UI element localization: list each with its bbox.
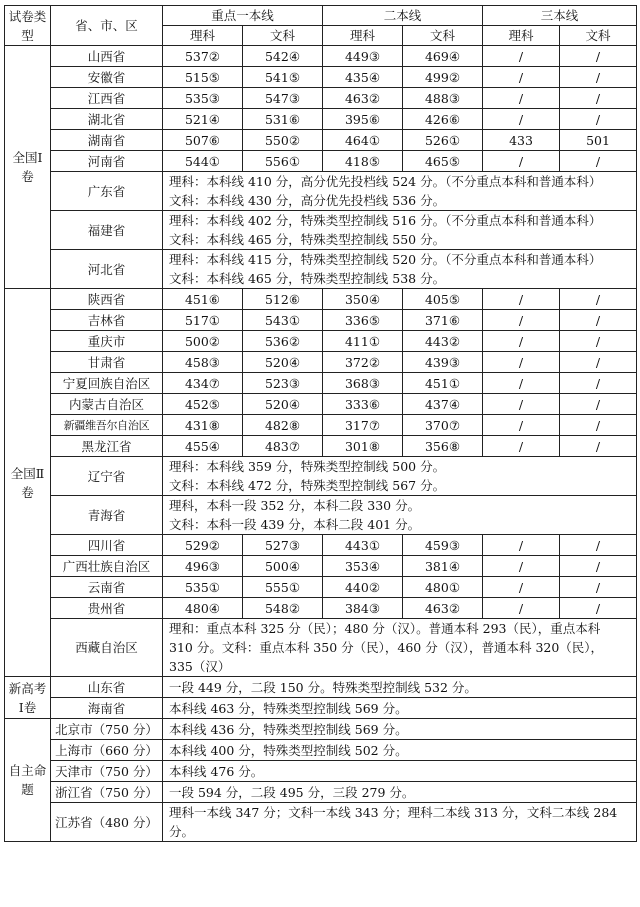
score-cell: 395⑥: [323, 109, 403, 130]
score-cell: 439③: [403, 352, 483, 373]
header-lib: 文科: [560, 26, 637, 46]
region-cell: 陕西省: [51, 289, 163, 310]
region-cell: 河北省: [51, 250, 163, 289]
table-row: [5, 577, 637, 598]
region-cell: 广东省: [51, 172, 163, 211]
header-sci: 理科: [163, 26, 243, 46]
score-cell: 435④: [323, 67, 403, 88]
score-cell: 463②: [323, 88, 403, 109]
score-cell: 529②: [163, 535, 243, 556]
header-tier2: 二本线: [323, 6, 483, 26]
score-cell: /: [560, 151, 637, 172]
region-cell: 内蒙古自治区: [51, 394, 163, 415]
table-row: [5, 677, 637, 698]
score-cell: 370⑦: [403, 415, 483, 436]
note-cell: 本科线 436 分，特殊类型控制线 569 分。: [163, 719, 637, 740]
score-cell: 350④: [323, 289, 403, 310]
table-row: [5, 740, 637, 761]
score-cell: 499②: [403, 67, 483, 88]
score-cell: /: [560, 394, 637, 415]
table-row: [5, 88, 637, 109]
region-cell: 西藏自治区: [51, 619, 163, 677]
score-cell: 469④: [403, 46, 483, 67]
score-cell: /: [483, 415, 560, 436]
score-cell: 464①: [323, 130, 403, 151]
table-row: [5, 331, 637, 352]
score-cell: 368③: [323, 373, 403, 394]
region-cell: 宁夏回族自治区: [51, 373, 163, 394]
score-line-table: [4, 5, 637, 842]
region-cell: 四川省: [51, 535, 163, 556]
score-cell: 480①: [403, 577, 483, 598]
score-cell: 405⑤: [403, 289, 483, 310]
score-cell: /: [560, 331, 637, 352]
score-cell: 501: [560, 130, 637, 151]
table-row: [5, 619, 637, 677]
score-cell: /: [560, 436, 637, 457]
score-cell: /: [560, 352, 637, 373]
note-cell: 本科线 476 分。: [163, 761, 637, 782]
score-cell: 555①: [243, 577, 323, 598]
score-cell: 535①: [163, 577, 243, 598]
note-cell: [163, 250, 637, 289]
score-cell: /: [483, 577, 560, 598]
score-cell: 488③: [403, 88, 483, 109]
score-cell: 542④: [243, 46, 323, 67]
region-cell: 江西省: [51, 88, 163, 109]
note-line: 理和：重点本科 325 分（民）；480 分（汉）。普通本科 293（民），重点本科: [169, 621, 601, 636]
note-cell: [163, 803, 637, 842]
score-cell: /: [483, 310, 560, 331]
score-cell: 455④: [163, 436, 243, 457]
note-cell: [163, 211, 637, 250]
score-cell: 431⑧: [163, 415, 243, 436]
score-cell: 541⑤: [243, 67, 323, 88]
score-cell: /: [560, 67, 637, 88]
score-cell: /: [483, 67, 560, 88]
score-cell: 535③: [163, 88, 243, 109]
score-cell: 434⑦: [163, 373, 243, 394]
table-row: [5, 172, 637, 211]
note-line: 理科：本科线 410 分，高分优先投档线 524 分。（不分重点本科和普通本科）: [169, 174, 602, 189]
note-line: 理科：本科线 415 分，特殊类型控制线 520 分。（不分重点本科和普通本科）: [169, 252, 602, 267]
note-cell: 一段 449 分，二段 150 分。特殊类型控制线 532 分。: [163, 677, 637, 698]
score-cell: 531⑥: [243, 109, 323, 130]
score-cell: 301⑧: [323, 436, 403, 457]
region-cell: 广西壮族自治区: [51, 556, 163, 577]
score-cell: 411①: [323, 331, 403, 352]
score-cell: 333⑥: [323, 394, 403, 415]
region-cell: 黑龙江省: [51, 436, 163, 457]
score-cell: 443②: [403, 331, 483, 352]
score-cell: 523③: [243, 373, 323, 394]
region-cell: 新疆维吾尔自治区: [51, 415, 163, 436]
header-lib: 文科: [243, 26, 323, 46]
note-cell: [163, 496, 637, 535]
note-line: 理科一本线 347 分；文科一本线 343 分；理科二本线 313 分，文科二本线 284: [169, 805, 618, 820]
score-cell: 500④: [243, 556, 323, 577]
score-cell: /: [560, 415, 637, 436]
header-tier1: 重点一本线: [163, 6, 323, 26]
note-line: 文科：本科一段 439 分，本科二段 401 分。: [169, 517, 421, 532]
score-cell: /: [560, 289, 637, 310]
score-cell: 384③: [323, 598, 403, 619]
score-cell: 515⑤: [163, 67, 243, 88]
note-line: 理科：本科线 402 分，特殊类型控制线 516 分。（不分重点本科和普通本科）: [169, 213, 602, 228]
note-cell: [163, 457, 637, 496]
score-cell: 372②: [323, 352, 403, 373]
region-cell: 湖南省: [51, 130, 163, 151]
score-cell: 527③: [243, 535, 323, 556]
score-cell: /: [483, 373, 560, 394]
table-row: [5, 211, 637, 250]
score-cell: 452⑤: [163, 394, 243, 415]
section-label: 新高考Ⅰ卷: [5, 677, 51, 719]
table-row: [5, 496, 637, 535]
score-cell: 521④: [163, 109, 243, 130]
note-line: 理科：本科线 359 分，特殊类型控制线 500 分。: [169, 459, 446, 474]
table-row: [5, 250, 637, 289]
score-cell: /: [483, 46, 560, 67]
section-label: 全国Ⅰ卷: [5, 46, 51, 289]
score-cell: 480④: [163, 598, 243, 619]
score-cell: 550②: [243, 130, 323, 151]
score-cell: /: [560, 577, 637, 598]
score-cell: 537②: [163, 46, 243, 67]
note-line: 文科：本科线 465 分，特殊类型控制线 538 分。: [169, 271, 446, 286]
score-cell: 544①: [163, 151, 243, 172]
score-cell: 536②: [243, 331, 323, 352]
score-cell: /: [560, 310, 637, 331]
region-cell: 福建省: [51, 211, 163, 250]
region-cell: 天津市（750 分）: [51, 761, 163, 782]
score-cell: 465⑤: [403, 151, 483, 172]
note-line: 310 分。文科：重点本科 350 分（民），460 分（汉），普通本科 320（民），: [169, 640, 604, 655]
score-cell: 543①: [243, 310, 323, 331]
score-cell: 547③: [243, 88, 323, 109]
region-cell: 重庆市: [51, 331, 163, 352]
score-cell: 317⑦: [323, 415, 403, 436]
table-row: [5, 556, 637, 577]
note-line: 文科：本科线 465 分，特殊类型控制线 550 分。: [169, 232, 446, 247]
table-row: [5, 719, 637, 740]
region-cell: 山西省: [51, 46, 163, 67]
score-cell: /: [560, 598, 637, 619]
score-cell: 353④: [323, 556, 403, 577]
table-row: [5, 598, 637, 619]
score-cell: 426⑥: [403, 109, 483, 130]
section-label: 全国Ⅱ卷: [5, 289, 51, 677]
region-cell: 江苏省（480 分）: [51, 803, 163, 842]
score-cell: 433: [483, 130, 560, 151]
score-cell: /: [483, 436, 560, 457]
region-cell: 山东省: [51, 677, 163, 698]
table-row: [5, 352, 637, 373]
score-cell: 371⑥: [403, 310, 483, 331]
score-cell: /: [483, 598, 560, 619]
score-cell: 418⑤: [323, 151, 403, 172]
table-row: [5, 310, 637, 331]
region-cell: 青海省: [51, 496, 163, 535]
score-cell: 463②: [403, 598, 483, 619]
score-cell: /: [560, 88, 637, 109]
header-tier3: 三本线: [483, 6, 637, 26]
region-cell: 湖北省: [51, 109, 163, 130]
table-row: [5, 151, 637, 172]
note-cell: 本科线 400 分，特殊类型控制线 502 分。: [163, 740, 637, 761]
score-cell: 451①: [403, 373, 483, 394]
note-line: 文科：本科线 430 分，高分优先投档线 536 分。: [169, 193, 446, 208]
table-row: [5, 803, 637, 842]
header-region: 省、市、区: [51, 6, 163, 46]
score-cell: /: [483, 352, 560, 373]
score-cell: 458③: [163, 352, 243, 373]
score-cell: /: [560, 535, 637, 556]
score-cell: /: [560, 109, 637, 130]
table-row: [5, 46, 637, 67]
table-row: [5, 415, 637, 436]
score-cell: /: [483, 331, 560, 352]
score-cell: /: [483, 394, 560, 415]
table-row: [5, 130, 637, 151]
region-cell: 海南省: [51, 698, 163, 719]
note-line: 文科：本科线 472 分，特殊类型控制线 567 分。: [169, 478, 446, 493]
region-cell: 辽宁省: [51, 457, 163, 496]
table-row: [5, 394, 637, 415]
score-cell: 449③: [323, 46, 403, 67]
score-cell: /: [560, 373, 637, 394]
score-cell: 526①: [403, 130, 483, 151]
score-cell: 482⑧: [243, 415, 323, 436]
score-cell: /: [560, 46, 637, 67]
table-row: [5, 436, 637, 457]
header-lib: 文科: [403, 26, 483, 46]
score-cell: 437④: [403, 394, 483, 415]
score-cell: 440②: [323, 577, 403, 598]
header-type: 试卷类型: [5, 6, 51, 46]
note-line: 分。: [169, 824, 195, 839]
score-cell: 443①: [323, 535, 403, 556]
region-cell: 贵州省: [51, 598, 163, 619]
score-cell: 520④: [243, 352, 323, 373]
score-cell: /: [483, 109, 560, 130]
score-cell: 512⑥: [243, 289, 323, 310]
score-cell: 496③: [163, 556, 243, 577]
score-cell: 356⑧: [403, 436, 483, 457]
score-cell: /: [560, 556, 637, 577]
table-row: [5, 457, 637, 496]
section-label: 自主命题: [5, 719, 51, 842]
score-cell: 483⑦: [243, 436, 323, 457]
note-cell: [163, 172, 637, 211]
table-row: [5, 289, 637, 310]
header-sci: 理科: [483, 26, 560, 46]
note-cell: 一段 594 分，二段 495 分，三段 279 分。: [163, 782, 637, 803]
region-cell: 浙江省（750 分）: [51, 782, 163, 803]
table-row: [5, 698, 637, 719]
note-cell: 本科线 463 分，特殊类型控制线 569 分。: [163, 698, 637, 719]
score-cell: /: [483, 289, 560, 310]
score-cell: /: [483, 535, 560, 556]
table-row: [5, 67, 637, 88]
score-cell: 381④: [403, 556, 483, 577]
score-cell: /: [483, 556, 560, 577]
note-line: 理科，本科一段 352 分，本科二段 330 分。: [169, 498, 421, 513]
header-row-1: [5, 6, 637, 26]
score-cell: 520④: [243, 394, 323, 415]
score-cell: 548②: [243, 598, 323, 619]
score-cell: 336⑤: [323, 310, 403, 331]
score-cell: 451⑥: [163, 289, 243, 310]
score-cell: /: [483, 88, 560, 109]
table-row: [5, 373, 637, 394]
region-cell: 安徽省: [51, 67, 163, 88]
score-cell: /: [483, 151, 560, 172]
score-cell: 500②: [163, 331, 243, 352]
note-cell: [163, 619, 637, 677]
region-cell: 上海市（660 分）: [51, 740, 163, 761]
score-cell: 459③: [403, 535, 483, 556]
table-row: [5, 782, 637, 803]
note-line: 335（汉）: [169, 659, 231, 674]
score-cell: 507⑥: [163, 130, 243, 151]
header-sci: 理科: [323, 26, 403, 46]
region-cell: 河南省: [51, 151, 163, 172]
region-cell: 吉林省: [51, 310, 163, 331]
score-cell: 517①: [163, 310, 243, 331]
table-row: [5, 535, 637, 556]
region-cell: 北京市（750 分）: [51, 719, 163, 740]
table-row: [5, 761, 637, 782]
table-row: [5, 109, 637, 130]
region-cell: 云南省: [51, 577, 163, 598]
score-cell: 556①: [243, 151, 323, 172]
region-cell: 甘肃省: [51, 352, 163, 373]
